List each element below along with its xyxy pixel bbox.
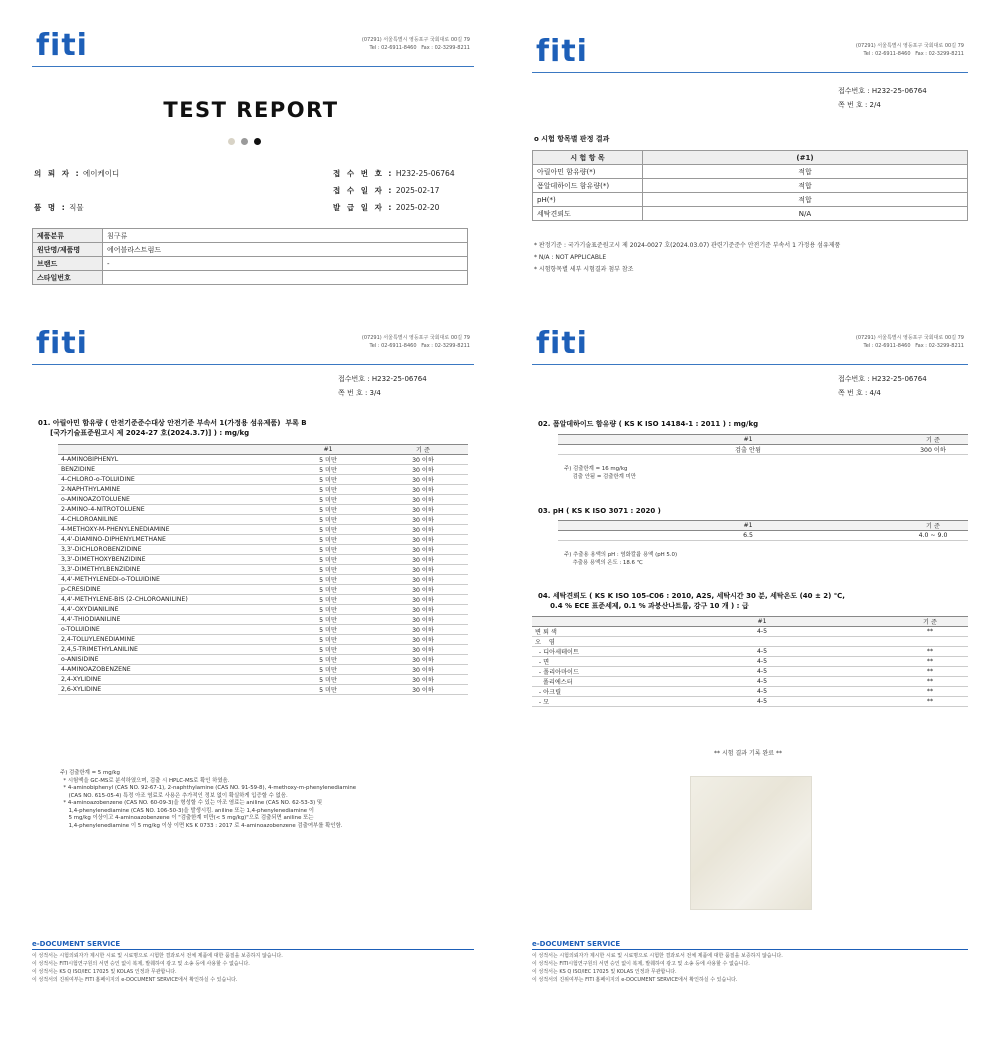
arylamine-row [58, 635, 468, 645]
substance-result: 5 미만 [278, 575, 378, 585]
edocument-footer [32, 940, 474, 984]
substance-result: 5 미만 [278, 665, 378, 675]
substance-standard: 30 이하 [378, 575, 468, 585]
info-label: 제품분류 [33, 229, 103, 243]
substance-standard: 30 이하 [378, 465, 468, 475]
judgement-item: pH(*) [533, 193, 643, 207]
ph-result: 6.5 [598, 531, 898, 541]
client-label: 의 뢰 자 : [34, 169, 81, 178]
col-sample: #1 [598, 521, 898, 531]
arylamine-row [58, 545, 468, 555]
substance-result: 5 미만 [278, 595, 378, 605]
substance-name: 4,4'-METHYLENEDI-o-TOLUIDINE [58, 575, 278, 585]
judgement-item: 세탁견뢰도 [533, 207, 643, 221]
judgement-row [533, 193, 968, 207]
fastness-result: 4-5 [632, 687, 892, 697]
arylamine-row [58, 515, 468, 525]
info-value: - [103, 257, 468, 271]
title-dots [228, 138, 261, 145]
receipt-no-label: 접 수 번 호 : [333, 169, 394, 178]
fabric-sample-image [690, 776, 812, 910]
judgement-item: 폼알데하이드 함유량(*) [533, 179, 643, 193]
fastness-standard: ** [892, 647, 968, 657]
col-blank [558, 521, 598, 531]
substance-name: 4-AMINOBIPHENYL [58, 455, 278, 465]
substance-result: 5 미만 [278, 545, 378, 555]
cell-blank [558, 445, 598, 455]
page-number: 쪽 번 호 : 3/4 [338, 389, 381, 397]
edocument-text: 이 성적서는 시험의뢰자가 제시한 시료 및 시료명으로 시험한 결과로서 전체 제품에 대한 품질을 보증하지 않습니다. 이 성적서는 FITI시험연구원의 서면 승인 없이 복제, 발췌하여 광고 및 소송 등에 사용할 수 없습니다. 이 성적서는 KS Q ISO/IEC 17025 및 KOLAS 인정과 무관합니다. 이 성적서의 진위여부는 FITI 홈페이지의 e-DOCUMENT SERVICE에서 확인하실 수 있습니다. [532, 953, 783, 983]
col-standard: 기 준 [378, 445, 468, 455]
substance-result: 5 미만 [278, 585, 378, 595]
substance-standard: 30 이하 [378, 665, 468, 675]
info-row [33, 271, 468, 285]
substance-result: 5 미만 [278, 645, 378, 655]
arylamine-row [58, 495, 468, 505]
header-rule [32, 364, 474, 365]
substance-name: 2,4-XYLIDINE [58, 675, 278, 685]
substance-name: 4,4'-THIODIANILINE [58, 615, 278, 625]
receipt-no: 접수번호 : H232-25-06764 [838, 87, 927, 95]
col-standard: 기 준 [898, 435, 968, 445]
fastness-row [532, 667, 968, 677]
substance-standard: 30 이하 [378, 555, 468, 565]
receipt-no: 접수번호 : H232-25-06764 [838, 375, 927, 383]
formaldehyde-standard: 300 이하 [898, 445, 968, 455]
report-page-2 [528, 28, 968, 286]
fastness-item: 오 염 [532, 637, 632, 647]
substance-standard: 30 이하 [378, 685, 468, 695]
substance-result: 5 미만 [278, 655, 378, 665]
receipt-date-row [333, 185, 439, 196]
arylamine-row [58, 575, 468, 585]
substance-name: 2-AMINO-4-NITROTOLUENE [58, 505, 278, 515]
substance-standard: 30 이하 [378, 545, 468, 555]
report-page-4 [528, 320, 968, 1020]
substance-name: 2,6-XYLIDINE [58, 685, 278, 695]
substance-result: 5 미만 [278, 685, 378, 695]
fastness-result: 4-5 [632, 677, 892, 687]
judgement-result: 적합 [643, 165, 968, 179]
end-of-results: ** 시험 결과 기록 완료 ** [714, 750, 782, 757]
judgement-table [532, 150, 968, 221]
fastness-result: 4-5 [632, 627, 892, 637]
substance-result: 5 미만 [278, 465, 378, 475]
arylamine-row [58, 535, 468, 545]
fastness-row [532, 687, 968, 697]
info-row [33, 257, 468, 271]
fastness-standard: ** [892, 667, 968, 677]
col-item: 시 험 항 목 [533, 151, 643, 165]
substance-result: 5 미만 [278, 485, 378, 495]
substance-standard: 30 이하 [378, 475, 468, 485]
col-standard: 기 준 [898, 521, 968, 531]
fastness-row [532, 697, 968, 707]
fastness-standard: ** [892, 697, 968, 707]
judgement-row [533, 207, 968, 221]
substance-name: 4-AMINOAZOBENZENE [58, 665, 278, 675]
substance-result: 5 미만 [278, 475, 378, 485]
section-title: o 시험 항목별 판정 결과 [534, 135, 610, 143]
substance-standard: 30 이하 [378, 595, 468, 605]
edocument-footer [532, 940, 968, 984]
arylamine-notes: 주) 검출한계 = 5 mg/kg * 시험액을 GC-MS로 분석하였으며, 검출 시 HPLC-MS로 확인 하였음. * 4-aminobiphenyl (CAS NO. 92-67-1), 2-naphthylamine (CAS NO. 91-59-8), 4-methoxy-m-phenylenediamine (CAS NO. 615-05-4) 특정 아조 염료로 사용은 추가적인 정보 없이 확실하게 입증할 수 없음. * 4-aminoazobenzene (CAS NO. 60-09-3)을 형성할 수 있는 아조 염료는 aniline (CAS NO. 62-53-3) 및 1,4-phenylenediamine (CAS NO. 106-50-3)을 발생시킴. aniline 또는 1,4-phenylenediamine 이 5 mg/kg 이상이고 4-aminoazobenzene 이 "검출한계 미만(< 5 mg/kg)"으로 검출되면 aniline 또는 1,4-phenylenediamine 이 5 mg/kg 이상 이면 KS K 0733 : 2017 로 4-aminoazobenzene 검출여부를 확인함. [60, 770, 357, 829]
substance-name: o-AMINOAZOTOLUENE [58, 495, 278, 505]
client-value: 에이케이디 [82, 169, 120, 178]
edocument-text: 이 성적서는 시험의뢰자가 제시한 시료 및 시료명으로 시험한 결과로서 전체 제품에 대한 품질을 보증하지 않습니다. 이 성적서는 FITI시험연구원의 서면 승인 없이 복제, 발췌하여 광고 및 소송 등에 사용할 수 없습니다. 이 성적서는 KS Q ISO/IEC 17025 및 KOLAS 인정과 무관합니다. 이 성적서의 진위여부는 FITI 홈페이지의 e-DOCUMENT SERVICE에서 확인하실 수 있습니다. [32, 953, 283, 983]
substance-name: 3,3'-DICHLOROBENZIDINE [58, 545, 278, 555]
formaldehyde-result: 검출 안됨 [598, 445, 898, 455]
client-row [34, 168, 119, 179]
info-label: 브랜드 [33, 257, 103, 271]
edocument-rule [532, 949, 968, 950]
fiti-logo: fitі [536, 326, 588, 361]
fastness-standard: ** [892, 627, 968, 637]
info-label: 스타일번호 [33, 271, 103, 285]
substance-result: 5 미만 [278, 675, 378, 685]
arylamine-row [58, 655, 468, 665]
issue-date-label: 발 급 일 자 : [333, 203, 394, 212]
col-sample: #1 [632, 617, 892, 627]
judgement-result: N/A [643, 207, 968, 221]
arylamine-row [58, 675, 468, 685]
fastness-result: 4-5 [632, 697, 892, 707]
substance-standard: 30 이하 [378, 505, 468, 515]
substance-standard: 30 이하 [378, 485, 468, 495]
edocument-label: e-DOCUMENT SERVICE [32, 940, 121, 948]
substance-standard: 30 이하 [378, 625, 468, 635]
section-04-title: 04. 세탁견뢰도 ( KS K ISO 105-C06 : 2010, A2S, 세탁시간 30 분, 세탁온도 (40 ± 2) ℃, 0.4 % ECE 표준세제, 0.1 % 과붕산나트륨, 강구 10 개 ) : 급 [538, 592, 845, 610]
header-address: (07291) 서울특별시 영등포구 국회대로 00길 79 Tel : 02-6911-8460 Fax : 02-3299-8211 [361, 335, 470, 349]
page-number: 쪽 번 호 : 4/4 [838, 389, 881, 397]
substance-standard: 30 이하 [378, 565, 468, 575]
substance-standard: 30 이하 [378, 515, 468, 525]
info-value: 침구류 [103, 229, 468, 243]
substance-name: BENZIDINE [58, 465, 278, 475]
section-02-title: 02. 폼알데하이드 함유량 ( KS K ISO 14184-1 : 2011 ) : mg/kg [538, 420, 759, 428]
formaldehyde-table [558, 434, 968, 455]
receipt-date-value: 2025-02-17 [395, 186, 440, 195]
fastness-row [532, 657, 968, 667]
substance-name: p-CRESIDINE [58, 585, 278, 595]
substance-name: 2,4-TOLUYLENEDIAMINE [58, 635, 278, 645]
header-address: (07291) 서울특별시 영등포구 국회대로 00길 79 Tel : 02-6911-8460 Fax : 02-3299-8211 [361, 37, 470, 51]
col-standard: 기 준 [892, 617, 968, 627]
arylamine-row [58, 615, 468, 625]
judgement-row [533, 179, 968, 193]
issue-date-row [333, 202, 439, 213]
dot-2 [241, 138, 248, 145]
fastness-result: 4-5 [632, 657, 892, 667]
ph-table [558, 520, 968, 541]
fiti-logo: fitі [36, 28, 88, 63]
arylamine-table [58, 444, 468, 695]
substance-name: 2-NAPHTHYLAMINE [58, 485, 278, 495]
substance-standard: 30 이하 [378, 645, 468, 655]
arylamine-row [58, 505, 468, 515]
col-sample: #1 [278, 445, 378, 455]
section-03-title: 03. pH ( KS K ISO 3071 : 2020 ) [538, 507, 661, 515]
substance-standard: 30 이하 [378, 655, 468, 665]
edocument-rule [32, 949, 474, 950]
report-page-3 [28, 320, 474, 1020]
report-page-1 [28, 22, 474, 287]
formaldehyde-notes: 주) 검출한계 = 16 mg/kg 검출 안됨 = 검출한계 미만 [564, 466, 637, 480]
fiti-logo: fitі [36, 326, 88, 361]
col-sample: (#1) [643, 151, 968, 165]
judgement-item: 아릴아민 함유량(*) [533, 165, 643, 179]
fastness-item: - 면 [532, 657, 632, 667]
ph-standard: 4.0 ~ 9.0 [898, 531, 968, 541]
receipt-no-row [333, 168, 455, 179]
fastness-item: - 디아세테이트 [532, 647, 632, 657]
substance-name: 3,3'-DIMETHOXYBENZIDINE [58, 555, 278, 565]
substance-name: 4-METHOXY-M-PHENYLENEDIAMINE [58, 525, 278, 535]
fastness-standard: ** [892, 687, 968, 697]
substance-result: 5 미만 [278, 555, 378, 565]
wash-fastness-table [532, 616, 968, 707]
arylamine-row [58, 525, 468, 535]
receipt-no-value: H232-25-06764 [395, 169, 455, 178]
fastness-result [632, 637, 892, 647]
info-value [103, 271, 468, 285]
arylamine-row [58, 565, 468, 575]
product-info-table [32, 228, 468, 285]
substance-standard: 30 이하 [378, 535, 468, 545]
substance-standard: 30 이하 [378, 635, 468, 645]
header-address: (07291) 서울특별시 영등포구 국회대로 00길 79 Tel : 02-6911-8460 Fax : 02-3299-8211 [855, 335, 964, 349]
product-row [34, 202, 84, 213]
arylamine-row [58, 685, 468, 695]
product-label: 품 명 : [34, 203, 67, 212]
substance-result: 5 미만 [278, 615, 378, 625]
substance-name: 2,4,5-TRIMETHYLANILINE [58, 645, 278, 655]
substance-standard: 30 이하 [378, 675, 468, 685]
arylamine-row [58, 605, 468, 615]
dot-3 [254, 138, 261, 145]
substance-result: 5 미만 [278, 515, 378, 525]
fastness-row [532, 677, 968, 687]
substance-result: 5 미만 [278, 505, 378, 515]
header-rule [532, 364, 968, 365]
substance-result: 5 미만 [278, 455, 378, 465]
col-blank [558, 435, 598, 445]
substance-standard: 30 이하 [378, 605, 468, 615]
fastness-standard [892, 637, 968, 647]
arylamine-row [58, 475, 468, 485]
fastness-row [532, 647, 968, 657]
fastness-result: 4-5 [632, 667, 892, 677]
report-title: TEST REPORT [163, 98, 339, 122]
header-address: (07291) 서울특별시 영등포구 국회대로 00길 79 Tel : 02-6911-8460 Fax : 02-3299-8211 [855, 43, 964, 57]
substance-name: 4,4'-METHYLENE-BIS (2-CHLOROANILINE) [58, 595, 278, 605]
judgement-result: 적합 [643, 193, 968, 207]
substance-result: 5 미만 [278, 635, 378, 645]
arylamine-row [58, 645, 468, 655]
arylamine-row [58, 455, 468, 465]
edocument-label: e-DOCUMENT SERVICE [532, 940, 621, 948]
col-sample: #1 [598, 435, 898, 445]
substance-standard: 30 이하 [378, 615, 468, 625]
arylamine-row [58, 595, 468, 605]
judgement-notes: * 판정기준 : 국가기술표준원고시 제 2024-0027 호(2024.03.07) 관련기준준수 안전기준 부속서 1 가정용 섬유제품 * N/A : NOT APPLICABLE * 시험항목별 세부 시험결과 첨부 참조 [534, 242, 841, 273]
substance-standard: 30 이하 [378, 455, 468, 465]
fiti-logo: fitі [536, 34, 588, 69]
info-label: 원단명/제품명 [33, 243, 103, 257]
receipt-date-label: 접 수 일 자 : [333, 186, 394, 195]
arylamine-row [58, 555, 468, 565]
section-01-title: 01. 아릴아민 함유량 ( 안전기준준수대상 안전기준 부속서 1(가정용 섬유제품) 부록 B [국가기술표준원고시 제 2024-27 호(2024.3.7)] ) : mg/kg [38, 419, 307, 437]
substance-name: o-TOLUIDINE [58, 625, 278, 635]
fastness-item: 변 퇴 색 [532, 627, 632, 637]
substance-standard: 30 이하 [378, 525, 468, 535]
receipt-no: 접수번호 : H232-25-06764 [338, 375, 427, 383]
fastness-standard: ** [892, 657, 968, 667]
substance-name: 4,4'-OXYDIANILINE [58, 605, 278, 615]
page-number: 쪽 번 호 : 2/4 [838, 101, 881, 109]
substance-result: 5 미만 [278, 605, 378, 615]
substance-standard: 30 이하 [378, 495, 468, 505]
arylamine-row [58, 625, 468, 635]
substance-result: 5 미만 [278, 565, 378, 575]
judgement-result: 적합 [643, 179, 968, 193]
product-value: 직물 [69, 203, 84, 212]
fastness-result: 4-5 [632, 647, 892, 657]
col-item [532, 617, 632, 627]
header-rule [532, 72, 968, 73]
dot-1 [228, 138, 235, 145]
cell-blank [558, 531, 598, 541]
fastness-row [532, 637, 968, 647]
fastness-item: 폴리에스터 [532, 677, 632, 687]
arylamine-row [58, 485, 468, 495]
fastness-standard: ** [892, 677, 968, 687]
info-row [33, 229, 468, 243]
info-value: 에어블라스트럼드 [103, 243, 468, 257]
substance-standard: 30 이하 [378, 585, 468, 595]
substance-name: 3,3'-DIMETHYLBENZIDINE [58, 565, 278, 575]
substance-name: o-ANISIDINE [58, 655, 278, 665]
fastness-row [532, 627, 968, 637]
col-substance [58, 445, 278, 455]
fastness-item: - 아크릴 [532, 687, 632, 697]
ph-notes: 주) 추출용 용액의 pH : 염화칼륨 용액 (pH 5.0) 추출용 용액의 온도 : 18.6 ℃ [564, 552, 678, 566]
substance-result: 5 미만 [278, 525, 378, 535]
info-row [33, 243, 468, 257]
arylamine-row [58, 665, 468, 675]
fastness-item: - 모 [532, 697, 632, 707]
substance-name: 4,4'-DIAMINO-DIPHENYLMETHANE [58, 535, 278, 545]
arylamine-row [58, 465, 468, 475]
judgement-row [533, 165, 968, 179]
substance-name: 4-CHLORO-o-TOLUIDINE [58, 475, 278, 485]
substance-result: 5 미만 [278, 625, 378, 635]
substance-name: 4-CHLOROANILINE [58, 515, 278, 525]
issue-date-value: 2025-02-20 [395, 203, 440, 212]
arylamine-row [58, 585, 468, 595]
header-rule [32, 66, 474, 67]
substance-result: 5 미만 [278, 495, 378, 505]
fastness-item: - 폴리아마이드 [532, 667, 632, 677]
substance-result: 5 미만 [278, 535, 378, 545]
